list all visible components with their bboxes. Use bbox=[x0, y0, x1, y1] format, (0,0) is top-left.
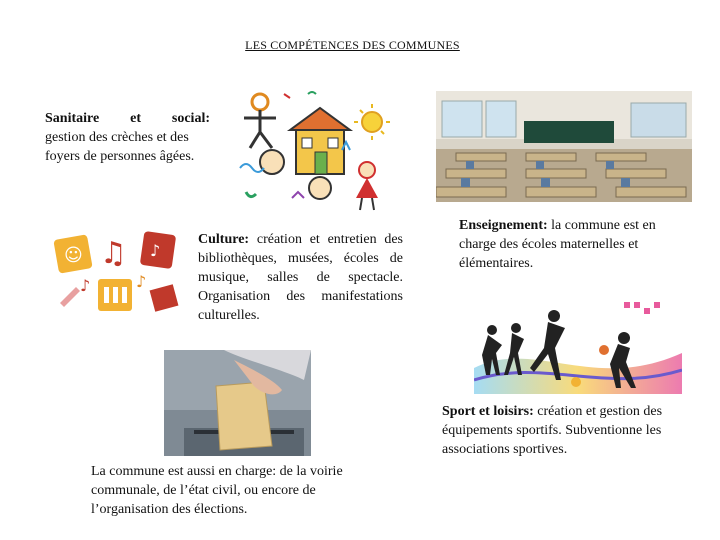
page-title: LES COMPÉTENCES DES COMMUNES bbox=[245, 38, 460, 52]
svg-text:☺: ☺ bbox=[64, 245, 83, 266]
sport-block bbox=[442, 402, 694, 459]
culture-icons-collage bbox=[50, 225, 185, 325]
enseignement-heading: Enseignement: bbox=[459, 218, 548, 233]
sanitaire-block bbox=[45, 109, 210, 166]
svg-text:♫: ♫ bbox=[100, 236, 127, 271]
sport-text: création et gestion des équipements sportifs. Subventionne les associations sportives. bbox=[442, 404, 663, 457]
enseignement-block bbox=[459, 216, 674, 273]
sanitaire-text: gestion des crèches et des foyers de personnes âgées. bbox=[45, 130, 195, 164]
culture-heading: Culture: bbox=[198, 232, 250, 247]
autres-block: La commune est aussi en charge: de la voirie communale, de l’état civil, ou encore de l’organisation des élections. bbox=[91, 464, 343, 517]
classroom-photo bbox=[436, 91, 692, 202]
svg-text:♪: ♪ bbox=[80, 276, 91, 295]
svg-text:♪: ♪ bbox=[136, 272, 147, 291]
sanitaire-heading: Sanitaire et social: bbox=[45, 111, 210, 126]
culture-text: création et entretien des bibliothèques, musées, écoles de musique, salles de spectacle. Organisation des manifestations culturelles. bbox=[198, 232, 404, 323]
svg-text:♪: ♪ bbox=[150, 241, 161, 260]
enseignement-text: la commune est en charge des écoles maternelles et élémentaires. bbox=[459, 218, 656, 271]
culture-block bbox=[198, 230, 403, 325]
ballot-box-photo bbox=[164, 350, 311, 456]
sport-heading: Sport et loisirs: bbox=[442, 404, 534, 419]
kids-drawing-illustration bbox=[232, 88, 397, 213]
sports-silhouettes-graphic bbox=[474, 298, 682, 394]
